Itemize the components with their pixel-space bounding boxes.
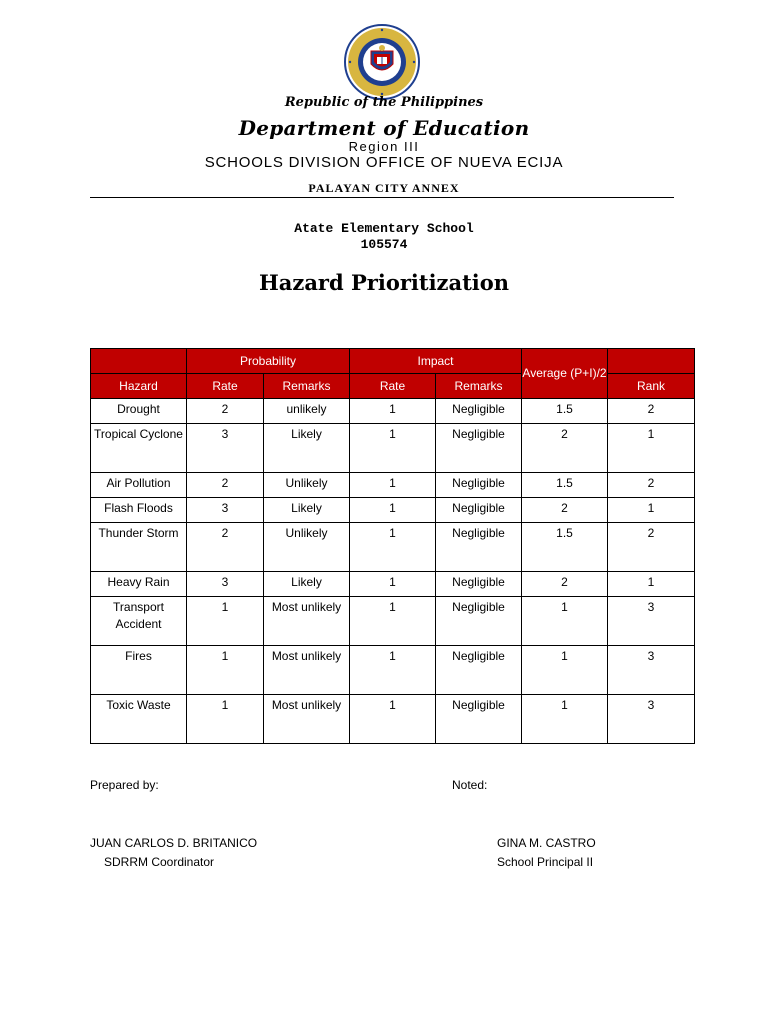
average-cell: 2	[522, 424, 608, 473]
impact-remarks-cell: Negligible	[436, 424, 522, 473]
header-divider	[90, 197, 674, 198]
prepared-by-label: Prepared by:	[90, 778, 159, 792]
school-name: Atate Elementary School	[294, 221, 474, 236]
rank-cell: 1	[608, 498, 695, 523]
table-row	[91, 572, 695, 597]
average-cell: 1.5	[522, 523, 608, 572]
table-row	[91, 646, 695, 695]
impact-rate-cell: 1	[350, 473, 436, 498]
rank-cell: 1	[608, 424, 695, 473]
noted-label: Noted:	[452, 778, 488, 792]
hazard-cell: Fires	[91, 646, 187, 695]
hazard-cell: Heavy Rain	[91, 572, 187, 597]
prepared-by-name: JUAN CARLOS D. BRITANICO	[90, 836, 258, 850]
average-cell: 1	[522, 695, 608, 744]
header-probability: Probability	[187, 349, 350, 374]
impact-remarks-cell: Negligible	[436, 695, 522, 744]
noted-by-title: School Principal II	[497, 855, 594, 869]
probability-remarks-cell: Unlikely	[264, 473, 350, 498]
header-impact: Impact	[350, 349, 522, 374]
hazard-cell: Drought	[91, 399, 187, 424]
impact-remarks-cell: Negligible	[436, 473, 522, 498]
rank-cell: 3	[608, 646, 695, 695]
hazard-cell: Flash Floods	[91, 498, 187, 523]
table-row	[91, 695, 695, 744]
header-blank-cell	[608, 349, 695, 374]
probability-rate-cell: 2	[187, 399, 264, 424]
prepared-by-title: SDRRM Coordinator	[104, 855, 215, 869]
probability-rate-cell: 1	[187, 695, 264, 744]
probability-rate-cell: 3	[187, 424, 264, 473]
deped-seal-logo	[344, 24, 420, 100]
impact-remarks-cell: Negligible	[436, 498, 522, 523]
header-impact-remarks: Remarks	[436, 374, 522, 399]
impact-rate-cell: 1	[350, 572, 436, 597]
average-cell: 1	[522, 646, 608, 695]
impact-rate-cell: 1	[350, 597, 436, 646]
table-row	[91, 597, 695, 646]
hazard-table	[90, 348, 695, 744]
rank-cell: 3	[608, 695, 695, 744]
header-blank-cell	[91, 349, 187, 374]
rank-cell: 2	[608, 399, 695, 424]
average-cell: 1.5	[522, 399, 608, 424]
header-probability-rate: Rate	[187, 374, 264, 399]
header-average: Average (P+I)/2	[522, 349, 608, 399]
header-hazard: Hazard	[91, 374, 187, 399]
school-id: 105574	[360, 237, 408, 252]
table-row	[91, 498, 695, 523]
noted-by-name: GINA M. CASTRO	[497, 836, 596, 850]
hazard-cell: Transport Accident	[91, 597, 187, 646]
division-heading: SCHOOLS DIVISION OFFICE OF NUEVA ECIJA	[204, 154, 564, 171]
probability-rate-cell: 3	[187, 572, 264, 597]
probability-remarks-cell: Most unlikely	[264, 646, 350, 695]
rank-cell: 1	[608, 572, 695, 597]
hazard-cell: Toxic Waste	[91, 695, 187, 744]
impact-rate-cell: 1	[350, 399, 436, 424]
probability-remarks-cell: Likely	[264, 572, 350, 597]
probability-rate-cell: 1	[187, 597, 264, 646]
rank-cell: 2	[608, 473, 695, 498]
header-impact-rate: Rate	[350, 374, 436, 399]
probability-rate-cell: 2	[187, 473, 264, 498]
probability-rate-cell: 3	[187, 498, 264, 523]
probability-rate-cell: 2	[187, 523, 264, 572]
table-row	[91, 424, 695, 473]
table-row	[91, 399, 695, 424]
rank-cell: 3	[608, 597, 695, 646]
impact-rate-cell: 1	[350, 646, 436, 695]
probability-remarks-cell: Most unlikely	[264, 597, 350, 646]
average-cell: 1	[522, 597, 608, 646]
rank-cell: 2	[608, 523, 695, 572]
header-rank: Rank	[608, 374, 695, 399]
probability-remarks-cell: Unlikely	[264, 523, 350, 572]
impact-remarks-cell: Negligible	[436, 399, 522, 424]
probability-remarks-cell: Likely	[264, 498, 350, 523]
header-probability-remarks: Remarks	[264, 374, 350, 399]
probability-remarks-cell: Likely	[264, 424, 350, 473]
hazard-cell: Tropical Cyclone	[91, 424, 187, 473]
average-cell: 2	[522, 572, 608, 597]
impact-remarks-cell: Negligible	[436, 646, 522, 695]
impact-remarks-cell: Negligible	[436, 597, 522, 646]
region-heading: Region III	[348, 139, 420, 154]
page-title: Hazard Prioritization	[258, 270, 510, 295]
department-heading: Department of Education	[238, 116, 530, 140]
table-row	[91, 473, 695, 498]
impact-rate-cell: 1	[350, 523, 436, 572]
impact-rate-cell: 1	[350, 424, 436, 473]
impact-remarks-cell: Negligible	[436, 523, 522, 572]
probability-remarks-cell: unlikely	[264, 399, 350, 424]
impact-rate-cell: 1	[350, 695, 436, 744]
probability-remarks-cell: Most unlikely	[264, 695, 350, 744]
hazard-cell: Thunder Storm	[91, 523, 187, 572]
impact-rate-cell: 1	[350, 498, 436, 523]
republic-heading: Republic of the Philippines	[284, 95, 484, 110]
hazard-cell: Air Pollution	[91, 473, 187, 498]
average-cell: 2	[522, 498, 608, 523]
impact-remarks-cell: Negligible	[436, 572, 522, 597]
average-cell: 1.5	[522, 473, 608, 498]
table-row	[91, 523, 695, 572]
annex-heading: PALAYAN CITY ANNEX	[308, 181, 460, 195]
probability-rate-cell: 1	[187, 646, 264, 695]
